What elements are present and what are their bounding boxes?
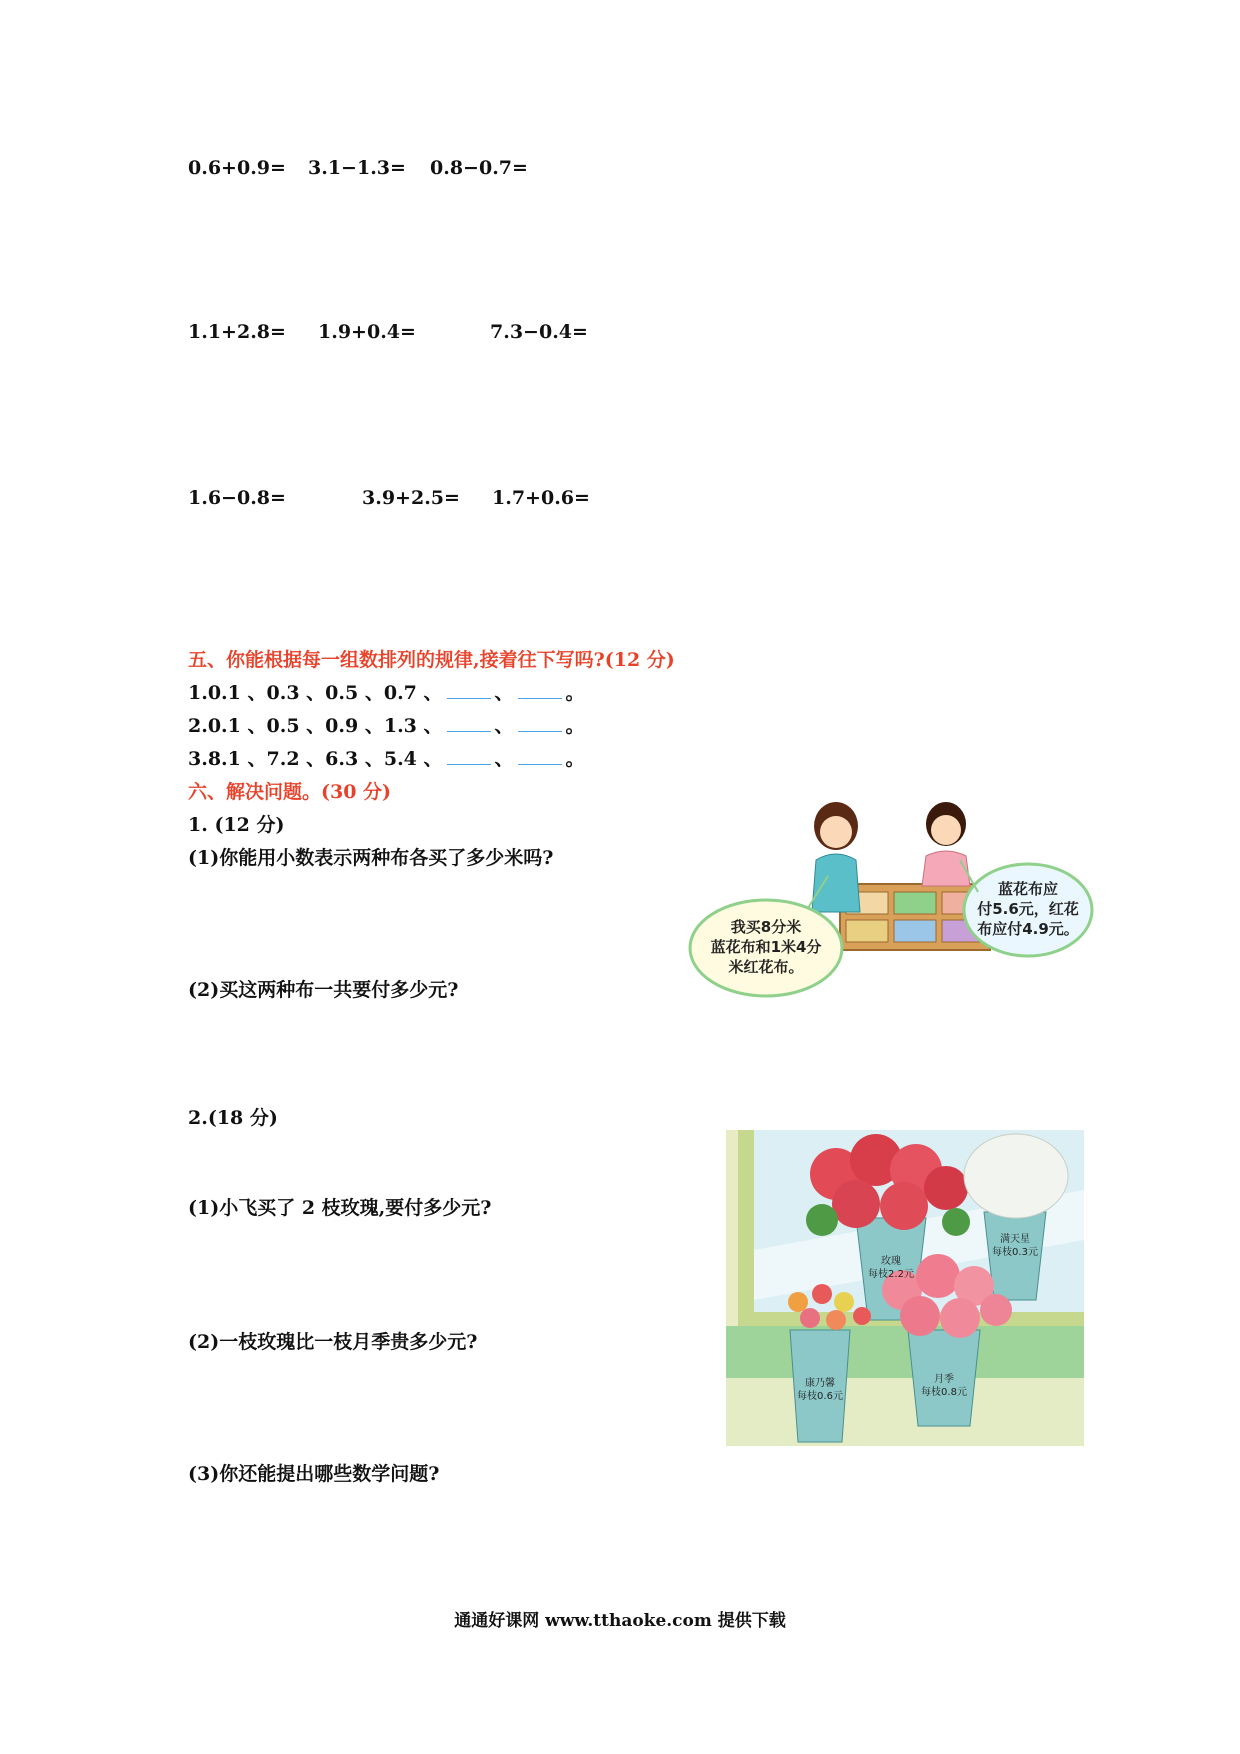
answer-blank[interactable] xyxy=(518,717,562,732)
q2-sub2: (2)一枝玫瑰比一枝月季贵多少元? xyxy=(188,1331,478,1353)
answer-blank[interactable] xyxy=(447,717,491,732)
girl-seller xyxy=(922,802,970,886)
answer-blank[interactable] xyxy=(518,684,562,699)
seq-row-1 xyxy=(188,681,585,705)
seq-3-text: 3.8.1 、7.2 、6.3 、5.4 、 xyxy=(188,748,443,770)
seq-row-2 xyxy=(188,714,585,738)
seq-1-text: 1.0.1 、0.3 、0.5 、0.7 、 xyxy=(188,682,443,704)
oral-3-3: 1.7+0.6= xyxy=(492,487,590,509)
section6-title: 六、解决问题。(30 分) xyxy=(188,781,392,803)
oral-2-3: 7.3−0.4= xyxy=(490,321,588,343)
q2-sub1: (1)小飞买了 2 枝玫瑰,要付多少元? xyxy=(188,1197,492,1219)
cloth-bin xyxy=(894,920,936,942)
seq-2-end: 。 xyxy=(565,715,585,737)
oral-3-2: 3.9+2.5= xyxy=(362,487,460,509)
q1-sub1: (1)你能用小数表示两种布各买了多少米吗? xyxy=(188,847,554,869)
girl-customer xyxy=(812,802,860,912)
oral-2-2: 1.9+0.4= xyxy=(318,321,416,343)
section5-title: 五、你能根据每一组数排列的规律,接着往下写吗?(12 分) xyxy=(188,649,675,671)
answer-blank[interactable] xyxy=(447,684,491,699)
oral-1-1: 0.6+0.9= xyxy=(188,157,286,179)
seq-2-text: 2.0.1 、0.5 、0.9 、1.3 、 xyxy=(188,715,443,737)
seq-1-end: 。 xyxy=(565,682,585,704)
q1-sub2: (2)买这两种布一共要付多少元? xyxy=(188,979,459,1001)
carnation-name-label: 康乃馨 xyxy=(805,1378,835,1389)
bubble-right-line1: 蓝花布应 xyxy=(997,880,1059,898)
cloth-bin xyxy=(894,892,936,914)
carnation-price-label: 每枝0.6元 xyxy=(797,1391,843,1402)
seq-2-sep: 、 xyxy=(494,715,514,737)
rose-name-label: 玫瑰 xyxy=(881,1256,901,1267)
oral-2-1: 1.1+2.8= xyxy=(188,321,286,343)
oral-1-2: 3.1−1.3= xyxy=(308,157,406,179)
q1-label: 1. (12 分) xyxy=(188,814,285,836)
footer-download-note: 通通好课网 www.tthaoke.com 提供下载 xyxy=(454,1611,786,1631)
wall-lower xyxy=(726,1378,1084,1446)
bubble-left-line2: 蓝花布和1米4分 xyxy=(710,938,822,956)
babys-breath-name-label: 满天星 xyxy=(1000,1234,1030,1245)
bubble-right-line2: 付5.6元，红花 xyxy=(977,900,1079,918)
seq-row-3 xyxy=(188,747,585,771)
answer-blank[interactable] xyxy=(518,750,562,765)
q2-label: 2.(18 分) xyxy=(188,1107,278,1129)
answer-blank[interactable] xyxy=(447,750,491,765)
oral-3-1: 1.6−0.8= xyxy=(188,487,286,509)
cloth-shop-illustration xyxy=(688,800,1094,1000)
chinese-rose-price-label: 每枝0.8元 xyxy=(921,1387,967,1398)
babys-breath-price-label: 每枝0.3元 xyxy=(992,1247,1038,1258)
seq-3-sep: 、 xyxy=(494,748,514,770)
chinese-rose-name-label: 月季 xyxy=(934,1374,954,1385)
bubble-left-line3: 米红花布。 xyxy=(728,958,804,976)
oral-1-3: 0.8−0.7= xyxy=(430,157,528,179)
q2-sub3: (3)你还能提出哪些数学问题? xyxy=(188,1463,440,1485)
flower-shop-illustration xyxy=(726,1130,1084,1446)
seq-1-sep: 、 xyxy=(494,682,514,704)
bubble-left-line1: 我买8分米 xyxy=(730,918,802,936)
seq-3-end: 。 xyxy=(565,748,585,770)
rose-price-label: 每枝2.2元 xyxy=(868,1269,914,1280)
bubble-right-line3: 布应付4.9元。 xyxy=(977,920,1079,938)
window-sill xyxy=(726,1326,1084,1378)
cloth-bin xyxy=(846,920,888,942)
